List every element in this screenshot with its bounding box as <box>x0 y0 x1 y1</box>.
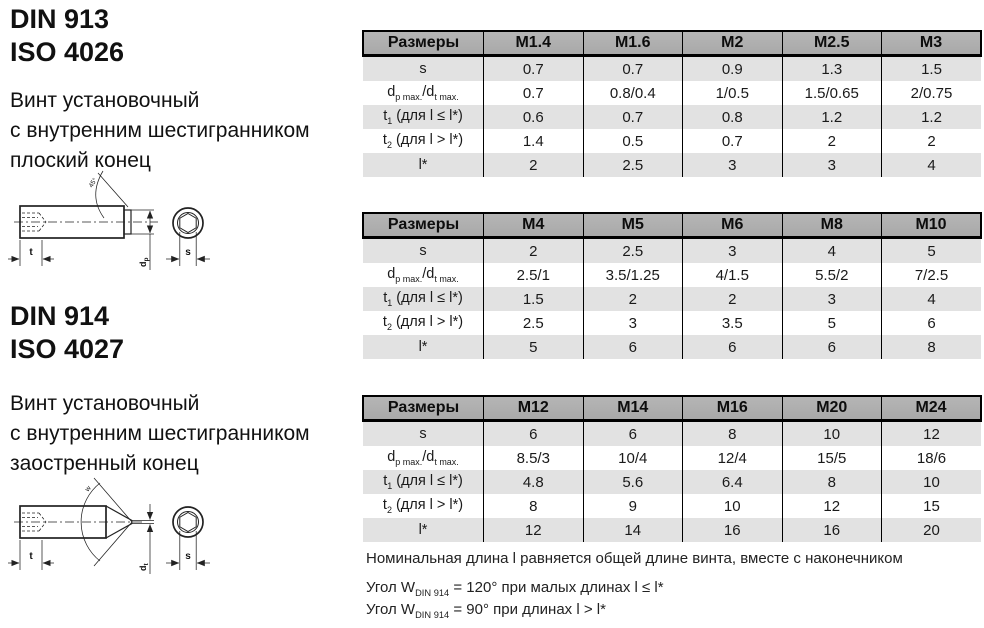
angle-w-label: w <box>84 484 93 494</box>
table-row <box>363 421 981 447</box>
dimension-value: 9 <box>583 494 683 518</box>
row-label: $t_1$ (для l ≤ l*) <box>363 470 484 494</box>
row-label: l* <box>363 153 484 177</box>
table-row <box>363 105 981 129</box>
table-row <box>363 263 981 287</box>
dimension-dt <box>132 504 154 574</box>
dimension-t <box>8 240 54 266</box>
dimension-value: 1.5 <box>882 56 982 82</box>
dimension-value: 4 <box>782 238 882 264</box>
end-view-hex-socket <box>173 208 203 238</box>
row-label: $d_{p max.}/d_{t max.}$ <box>363 81 484 105</box>
table-header-thread-size: M4 <box>484 213 584 238</box>
table-row <box>363 311 981 335</box>
dimension-dp <box>131 210 154 270</box>
dimension-table <box>362 395 982 542</box>
dimension-value: 10 <box>882 470 982 494</box>
table-header-thread-size: M2 <box>683 31 783 56</box>
row-label: $t_2$ (для l > l*) <box>363 311 484 335</box>
note-nominal-length: Номинальная длина l равняется общей длине винта, вместе с наконечником <box>366 550 903 567</box>
row-label: $t_2$ (для l > l*) <box>363 129 484 153</box>
table-host-m4-m10 <box>362 212 982 359</box>
dimension-value: 5.5/2 <box>782 263 882 287</box>
dimension-value: 6 <box>484 421 584 447</box>
dimension-value: 10/4 <box>583 446 683 470</box>
dimension-value: 1.4 <box>484 129 584 153</box>
table-row <box>363 494 981 518</box>
description-line: заостренный конец <box>10 452 199 475</box>
dimension-value: 12 <box>484 518 584 542</box>
table-row <box>363 238 981 264</box>
t-dimension-label: t <box>29 247 33 258</box>
description-din913 <box>10 86 310 176</box>
dimension-value: 0.6 <box>484 105 584 129</box>
row-label: $t_1$ (для l ≤ l*) <box>363 287 484 311</box>
table-row <box>363 129 981 153</box>
dimension-table <box>362 212 982 359</box>
dimension-value: 3 <box>683 153 783 177</box>
dimension-value: 2.5/1 <box>484 263 584 287</box>
dimension-value: 1.5/0.65 <box>782 81 882 105</box>
table-row <box>363 287 981 311</box>
table-row <box>363 470 981 494</box>
table-row <box>363 446 981 470</box>
table-header-thread-size: M2.5 <box>782 31 882 56</box>
dimension-value: 2 <box>484 153 584 177</box>
row-label: l* <box>363 518 484 542</box>
dimension-value: 8 <box>484 494 584 518</box>
standard-line-din: DIN 914 <box>10 301 110 331</box>
dimension-value: 3.5 <box>683 311 783 335</box>
dimension-value: 2 <box>782 129 882 153</box>
dimension-value: 8 <box>683 421 783 447</box>
dimension-value: 0.9 <box>683 56 783 82</box>
dimension-s <box>166 232 210 266</box>
dimension-value: 2 <box>583 287 683 311</box>
table-header-thread-size: M14 <box>583 396 683 421</box>
dimension-value: 4 <box>882 287 982 311</box>
description-line: Винт установочный <box>10 89 200 112</box>
dimension-value: 2 <box>927 132 936 150</box>
table-header-sizes: Размеры <box>363 213 484 238</box>
dimension-value: 5.6 <box>583 470 683 494</box>
dimension-table <box>362 30 982 177</box>
dimension-value: 2.5 <box>484 311 584 335</box>
dimension-value: 1.3 <box>782 56 882 82</box>
dimension-value: 3 <box>583 311 683 335</box>
table-header-thread-size: M6 <box>683 213 783 238</box>
description-line: с внутренним шестигранником <box>10 422 310 445</box>
table-host-m1.4-m3 <box>362 30 982 177</box>
row-label: s <box>363 56 484 82</box>
dimension-value: 3 <box>782 287 882 311</box>
table-header-thread-size: M10 <box>882 213 982 238</box>
standard-line-iso: ISO 4027 <box>10 334 125 364</box>
row-label: $d_{p max.}/d_{t max.}$ <box>363 263 484 287</box>
dimension-value: 16 <box>683 518 783 542</box>
dimension-value: 6.4 <box>683 470 783 494</box>
dimension-value: 3.5/1.25 <box>583 263 683 287</box>
row-label: s <box>363 238 484 264</box>
dimension-value: 0.7 <box>583 105 683 129</box>
dimension-value: 10 <box>683 494 783 518</box>
t-dimension-label: t <box>29 551 33 562</box>
table-header-thread-size: M3 <box>882 31 982 56</box>
standard-heading-din913 <box>10 3 124 69</box>
table-header-thread-size: M12 <box>484 396 584 421</box>
dimension-value: 2.5 <box>583 238 683 264</box>
dimension-value: 5 <box>484 335 584 359</box>
table-row <box>363 153 981 177</box>
dimension-value: 4 <box>882 153 982 177</box>
table-header-sizes: Размеры <box>363 396 484 421</box>
dimension-value: 5 <box>782 311 882 335</box>
dimension-t <box>8 540 54 570</box>
row-label: $t_2$ (для l > l*) <box>363 494 484 518</box>
description-din914 <box>10 389 310 479</box>
table-header-sizes: Размеры <box>363 31 484 56</box>
dt-dimension-label: $d_t$ <box>138 563 150 571</box>
table-host-m12-m24 <box>362 395 982 542</box>
dimension-value: 2 <box>683 287 783 311</box>
dimension-value: 3 <box>683 238 783 264</box>
table-header-thread-size: M20 <box>782 396 882 421</box>
description-line: плоский конец <box>10 149 151 172</box>
table-header-thread-size: M16 <box>683 396 783 421</box>
drawing-din914-cone-point-set-screw <box>6 470 226 580</box>
table-row <box>363 56 981 82</box>
dimension-value: 8 <box>782 470 882 494</box>
angle-45-label: 45° <box>87 177 99 190</box>
dimension-value: 0.8/0.4 <box>583 81 683 105</box>
drawing-din913-flat-point-set-screw <box>6 168 226 276</box>
dp-dimension-label: $d_p$ <box>138 257 150 267</box>
description-line: Винт установочный <box>10 392 200 415</box>
dimension-value: 6 <box>683 335 783 359</box>
dimension-value: 6 <box>927 314 936 332</box>
description-line: с внутренним шестигранником <box>10 119 310 142</box>
dimension-value: 7/2.5 <box>914 266 949 284</box>
dimension-value: 0.7 <box>484 81 584 105</box>
standard-line-din: DIN 913 <box>10 4 110 34</box>
dimension-value: 8 <box>882 335 982 359</box>
dimension-value: 8.5/3 <box>484 446 584 470</box>
dimension-value: 10 <box>782 421 882 447</box>
dimension-value: 14 <box>583 518 683 542</box>
dimension-value: 18/6 <box>916 449 947 467</box>
row-label: $d_{p max.}/d_{t max.}$ <box>363 446 484 470</box>
dimension-value: 6 <box>583 335 683 359</box>
note-angle-120: Угол $W_{DIN 914} = 120^\circ$ при малых длинах l ≤ l* <box>366 579 664 598</box>
dimension-value: 1.2 <box>782 105 882 129</box>
dimension-value: 0.7 <box>484 56 584 82</box>
dimension-value: 15 <box>923 497 940 515</box>
dimension-value: 12/4 <box>683 446 783 470</box>
dimension-value: 6 <box>583 421 683 447</box>
dimension-value: 1.2 <box>882 105 982 129</box>
standard-heading-din914 <box>10 300 124 366</box>
dimension-value: 0.5 <box>583 129 683 153</box>
dimension-value: 0.7 <box>683 129 783 153</box>
dimension-value: 2/0.75 <box>910 84 953 102</box>
row-label: l* <box>363 335 484 359</box>
dimension-value: 0.7 <box>583 56 683 82</box>
table-header-thread-size: M24 <box>882 396 982 421</box>
row-label: $t_1$ (для l ≤ l*) <box>363 105 484 129</box>
dimension-value: 12 <box>782 494 882 518</box>
dimension-value: 20 <box>882 518 982 542</box>
row-label: s <box>363 421 484 447</box>
table-header-thread-size: M5 <box>583 213 683 238</box>
note-angle-90: Угол $W_{DIN 914} = 90^\circ$ при длинах l > l* <box>366 601 606 620</box>
dimension-value: 2.5 <box>583 153 683 177</box>
dimension-value: 2 <box>484 238 584 264</box>
dimension-value: 12 <box>882 421 982 447</box>
dimension-value: 0.8 <box>683 105 783 129</box>
dimension-value: 1.5 <box>484 287 584 311</box>
table-header-thread-size: M1.4 <box>484 31 584 56</box>
chamfer-angle-annotation <box>87 171 128 218</box>
dimension-value: 3 <box>782 153 882 177</box>
dimension-value: 4/1.5 <box>683 263 783 287</box>
table-row <box>363 335 981 359</box>
s-dimension-label: s <box>185 551 191 562</box>
end-view-hex-socket <box>173 507 203 537</box>
dimension-value: 5 <box>882 238 982 264</box>
table-row <box>363 81 981 105</box>
dimension-value: 1/0.5 <box>683 81 783 105</box>
dimension-value: 6 <box>782 335 882 359</box>
table-header-thread-size: M8 <box>782 213 882 238</box>
s-dimension-label: s <box>185 247 191 258</box>
standard-line-iso: ISO 4026 <box>10 37 125 67</box>
table-row <box>363 518 981 542</box>
dimension-value: 15/5 <box>782 446 882 470</box>
dimension-value: 4.8 <box>484 470 584 494</box>
dimension-value: 16 <box>782 518 882 542</box>
table-header-thread-size: M1.6 <box>583 31 683 56</box>
